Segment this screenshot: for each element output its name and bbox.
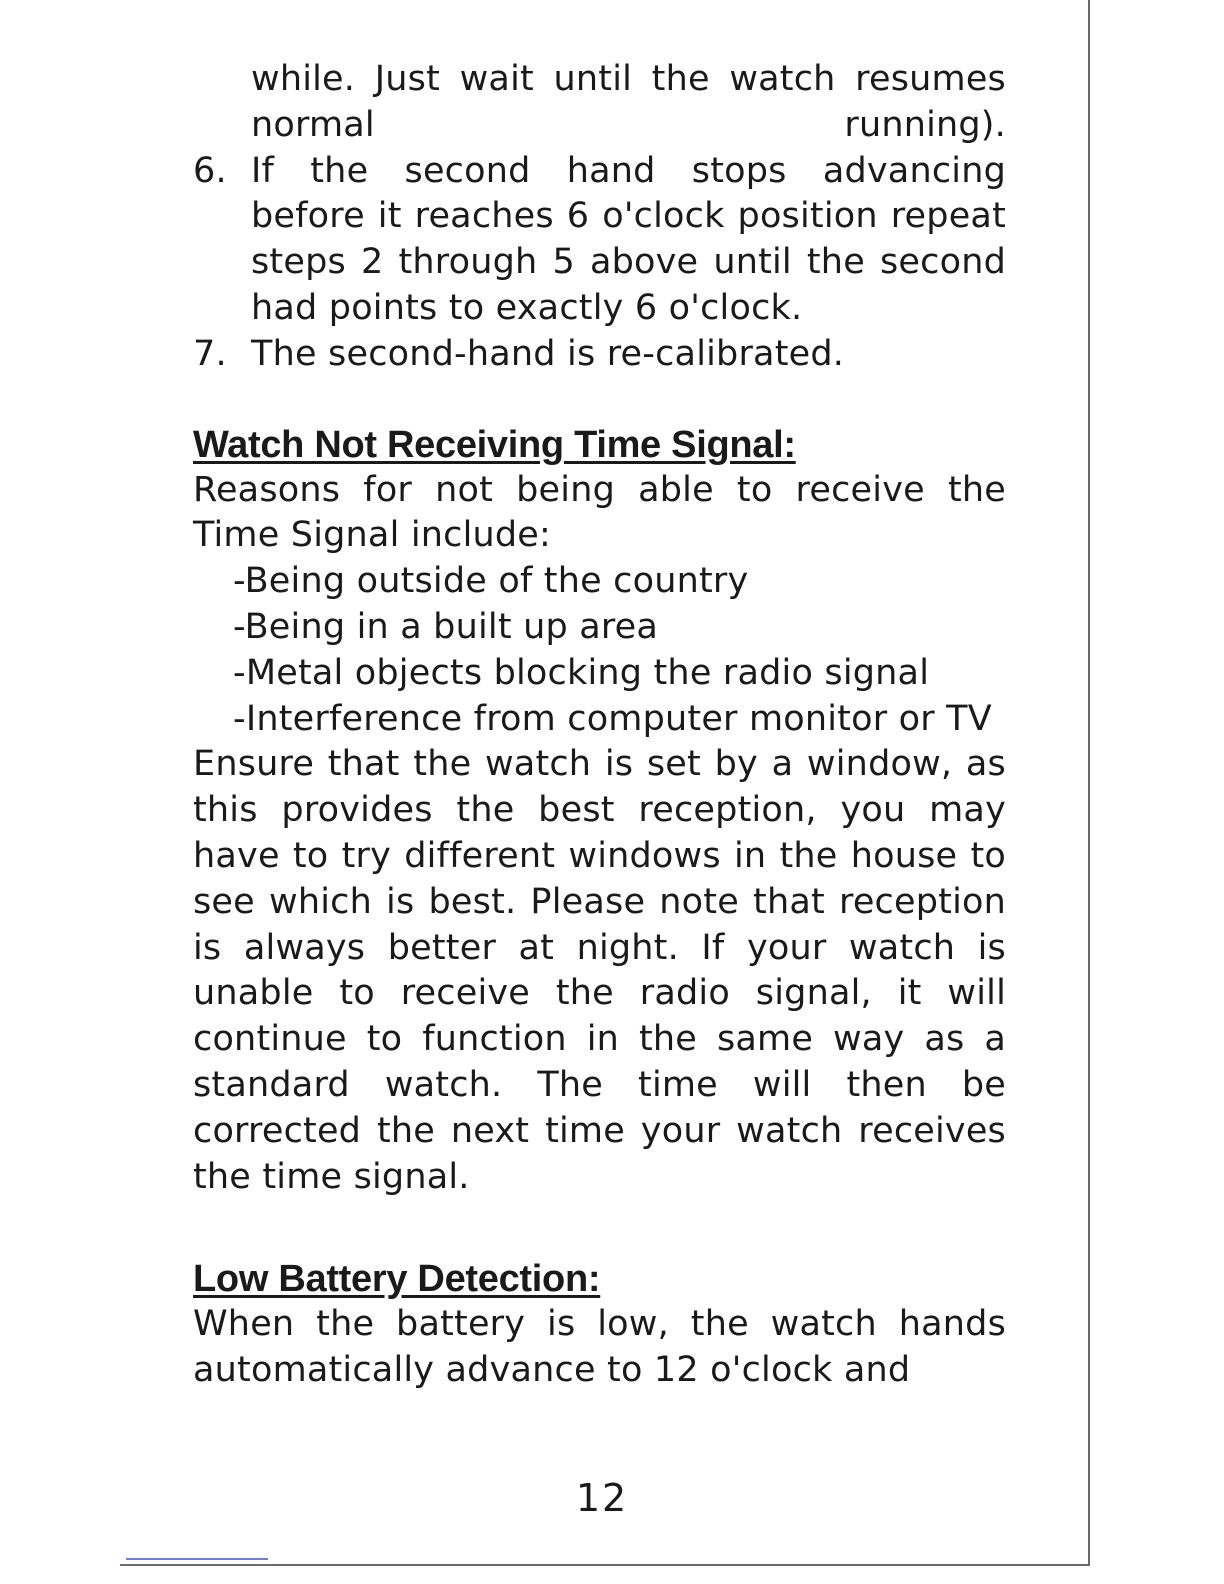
page-number: 12 (575, 1476, 629, 1520)
link-underline-stub (126, 1558, 268, 1560)
time-signal-body: Ensure that the watch is set by a window, as this provides the best reception, you may have to try different windows in the house to see which is best. Please note that reception is always better at night. If your watch is unable to receive the radio signal, it will continue to function in the same way as a standard watch. The time will then be corrected the next time your watch receives the time signal. (193, 744, 1006, 1197)
step-continuation: while. Just wait until the watch resumes normal running). (251, 59, 1006, 145)
page-border-bottom (120, 1564, 1090, 1566)
step-text: If the second hand stops advancing before it reaches 6 o'clock position repeat steps 2 through 5 above until the second had points to exactly 6 o'clock. (251, 150, 1006, 328)
page-border-right (1088, 0, 1090, 1566)
step-6 (193, 149, 1006, 332)
step-number: 7. (193, 333, 227, 374)
step-7 (193, 332, 1006, 378)
step-number: 6. (193, 150, 227, 191)
reason-item: -Interference from computer monitor or TV (233, 698, 992, 739)
reason-item: -Metal objects blocking the radio signal (233, 652, 930, 693)
section-heading-time-signal: Watch Not Receiving Time Signal: (193, 423, 796, 466)
step-text: The second-hand is re-calibrated. (251, 333, 845, 374)
low-battery-body: When the battery is low, the watch hands automatically advance to 12 o'clock and (193, 1304, 1006, 1391)
reason-item: -Being in a built up area (233, 606, 659, 647)
reasons-list (193, 559, 1006, 742)
section-heading-low-battery: Low Battery Detection: (193, 1258, 601, 1301)
page-content (193, 57, 1006, 1394)
reason-item: -Being outside of the country (233, 561, 749, 602)
time-signal-intro: Reasons for not being able to receive the Time Signal include: (193, 469, 1006, 556)
